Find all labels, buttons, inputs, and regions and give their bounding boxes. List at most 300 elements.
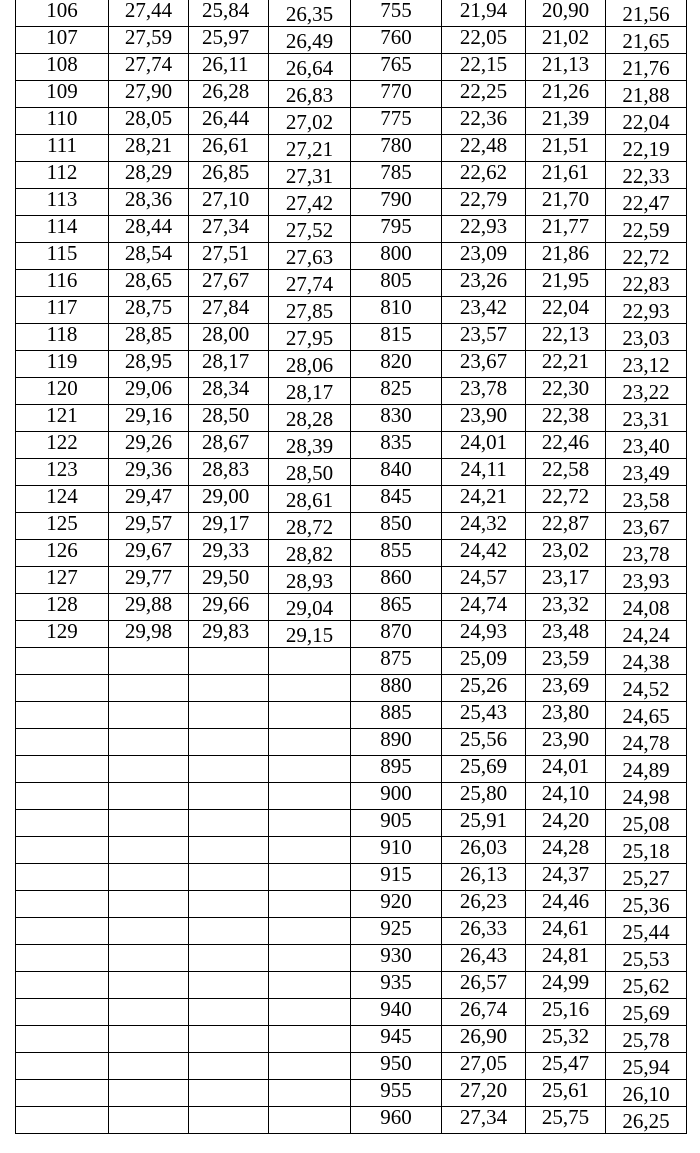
- table-row: [16, 756, 687, 783]
- table-cell: [109, 648, 189, 675]
- table-cell: 24,99: [526, 972, 606, 999]
- table-cell: 27,85: [269, 297, 351, 324]
- table-cell: 27,42: [269, 189, 351, 216]
- table-row: [16, 837, 687, 864]
- table-cell: 790: [351, 189, 442, 216]
- table-cell: [16, 864, 109, 891]
- table-cell: 25,44: [606, 918, 687, 945]
- table-cell: [16, 1026, 109, 1053]
- table-cell: 22,47: [606, 189, 687, 216]
- table-cell: 25,80: [442, 783, 526, 810]
- table-cell: 21,26: [526, 81, 606, 108]
- table-cell: 21,65: [606, 27, 687, 54]
- table-cell: 835: [351, 432, 442, 459]
- table-cell: 26,44: [189, 108, 269, 135]
- table-cell: 865: [351, 594, 442, 621]
- table-cell: 28,36: [109, 189, 189, 216]
- table-row: [16, 999, 687, 1026]
- table-cell: 29,67: [109, 540, 189, 567]
- table-cell: 830: [351, 405, 442, 432]
- table-cell: 22,83: [606, 270, 687, 297]
- table-cell: [16, 648, 109, 675]
- table-cell: [189, 702, 269, 729]
- table-cell: 22,36: [442, 108, 526, 135]
- table-cell: 26,03: [442, 837, 526, 864]
- table-cell: 940: [351, 999, 442, 1026]
- table-cell: 25,78: [606, 1026, 687, 1053]
- table-cell: 24,24: [606, 621, 687, 648]
- table-cell: 23,69: [526, 675, 606, 702]
- table-cell: [269, 810, 351, 837]
- table-cell: [189, 1080, 269, 1107]
- table-cell: 27,59: [109, 27, 189, 54]
- table-cell: 24,61: [526, 918, 606, 945]
- table-cell: 26,33: [442, 918, 526, 945]
- table-cell: [189, 756, 269, 783]
- table-cell: 26,35: [269, 0, 351, 27]
- table-cell: [269, 783, 351, 810]
- table-cell: 840: [351, 459, 442, 486]
- table-row: [16, 513, 687, 540]
- table-cell: 107: [16, 27, 109, 54]
- table-cell: [109, 810, 189, 837]
- table-cell: 22,93: [442, 216, 526, 243]
- table-cell: 126: [16, 540, 109, 567]
- table-row: [16, 459, 687, 486]
- table-cell: 29,66: [189, 594, 269, 621]
- table-row: [16, 1080, 687, 1107]
- table-cell: 109: [16, 81, 109, 108]
- table-cell: 28,75: [109, 297, 189, 324]
- table-cell: [16, 1107, 109, 1134]
- table-cell: 22,19: [606, 135, 687, 162]
- table-cell: 28,83: [189, 459, 269, 486]
- table-cell: 890: [351, 729, 442, 756]
- table-cell: [109, 783, 189, 810]
- table-cell: 915: [351, 864, 442, 891]
- table-cell: [269, 972, 351, 999]
- table-cell: [269, 1080, 351, 1107]
- table-cell: 24,57: [442, 567, 526, 594]
- table-cell: [109, 972, 189, 999]
- table-cell: 28,67: [189, 432, 269, 459]
- table-row: [16, 108, 687, 135]
- table-cell: 26,13: [442, 864, 526, 891]
- table-cell: 22,38: [526, 405, 606, 432]
- table-cell: 26,10: [606, 1080, 687, 1107]
- table-cell: [189, 972, 269, 999]
- table-cell: 25,69: [606, 999, 687, 1026]
- table-cell: 810: [351, 297, 442, 324]
- table-cell: 21,86: [526, 243, 606, 270]
- table-row: [16, 27, 687, 54]
- table-cell: 22,62: [442, 162, 526, 189]
- table-cell: 25,69: [442, 756, 526, 783]
- table-cell: 23,78: [442, 378, 526, 405]
- table-cell: 22,33: [606, 162, 687, 189]
- table-cell: 28,85: [109, 324, 189, 351]
- table-cell: 28,95: [109, 351, 189, 378]
- table-cell: 26,28: [189, 81, 269, 108]
- table-row: [16, 783, 687, 810]
- table-row: [16, 864, 687, 891]
- table-cell: 23,09: [442, 243, 526, 270]
- table-row: [16, 594, 687, 621]
- table-row: [16, 540, 687, 567]
- table-cell: 112: [16, 162, 109, 189]
- table-cell: [16, 810, 109, 837]
- table-row: [16, 486, 687, 513]
- table-cell: 26,25: [606, 1107, 687, 1134]
- table-cell: [16, 945, 109, 972]
- table-row: [16, 351, 687, 378]
- table-cell: [269, 837, 351, 864]
- table-cell: [16, 837, 109, 864]
- table-cell: 106: [16, 0, 109, 27]
- table-cell: 24,42: [442, 540, 526, 567]
- table-cell: 23,40: [606, 432, 687, 459]
- table-cell: 28,44: [109, 216, 189, 243]
- table-cell: [189, 999, 269, 1026]
- data-table: [15, 0, 687, 1134]
- table-cell: 920: [351, 891, 442, 918]
- table-cell: 125: [16, 513, 109, 540]
- table-cell: 925: [351, 918, 442, 945]
- table-cell: 26,74: [442, 999, 526, 1026]
- table-cell: 25,27: [606, 864, 687, 891]
- table-cell: [109, 756, 189, 783]
- table-cell: 23,67: [606, 513, 687, 540]
- table-cell: 24,52: [606, 675, 687, 702]
- table-cell: 121: [16, 405, 109, 432]
- table-cell: 128: [16, 594, 109, 621]
- table-cell: 955: [351, 1080, 442, 1107]
- table-cell: 28,34: [189, 378, 269, 405]
- table-cell: 23,31: [606, 405, 687, 432]
- table-cell: 25,97: [189, 27, 269, 54]
- table-cell: 22,04: [526, 297, 606, 324]
- table-cell: 21,39: [526, 108, 606, 135]
- table-row: [16, 270, 687, 297]
- table-cell: 26,43: [442, 945, 526, 972]
- table-cell: 26,23: [442, 891, 526, 918]
- table-cell: 24,38: [606, 648, 687, 675]
- table-row: [16, 621, 687, 648]
- table-cell: 23,57: [442, 324, 526, 351]
- table-cell: 22,79: [442, 189, 526, 216]
- table-cell: 28,21: [109, 135, 189, 162]
- table-cell: 23,90: [442, 405, 526, 432]
- table-cell: 885: [351, 702, 442, 729]
- table-cell: 825: [351, 378, 442, 405]
- table-cell: 24,08: [606, 594, 687, 621]
- table-cell: [269, 675, 351, 702]
- table-row: [16, 1053, 687, 1080]
- table-cell: 950: [351, 1053, 442, 1080]
- table-cell: [109, 1026, 189, 1053]
- table-cell: 24,46: [526, 891, 606, 918]
- table-row: [16, 972, 687, 999]
- table-cell: 28,72: [269, 513, 351, 540]
- table-cell: 845: [351, 486, 442, 513]
- table-cell: 27,05: [442, 1053, 526, 1080]
- table-cell: 755: [351, 0, 442, 27]
- table-cell: 29,98: [109, 621, 189, 648]
- table-cell: 23,32: [526, 594, 606, 621]
- table-cell: [269, 999, 351, 1026]
- table-row: [16, 81, 687, 108]
- table-cell: 21,95: [526, 270, 606, 297]
- table-cell: 24,01: [526, 756, 606, 783]
- table-cell: 22,59: [606, 216, 687, 243]
- table-cell: 24,74: [442, 594, 526, 621]
- table-cell: [269, 1053, 351, 1080]
- table-cell: 29,04: [269, 594, 351, 621]
- table-cell: 27,74: [269, 270, 351, 297]
- table-cell: 27,74: [109, 54, 189, 81]
- table-cell: [189, 864, 269, 891]
- table-cell: 28,17: [189, 351, 269, 378]
- table-cell: [189, 1053, 269, 1080]
- table-cell: [269, 1026, 351, 1053]
- table-row: [16, 918, 687, 945]
- table-cell: 785: [351, 162, 442, 189]
- table-cell: 28,54: [109, 243, 189, 270]
- table-cell: 26,57: [442, 972, 526, 999]
- table-cell: 29,06: [109, 378, 189, 405]
- table-cell: 910: [351, 837, 442, 864]
- table-cell: 24,78: [606, 729, 687, 756]
- table-cell: 815: [351, 324, 442, 351]
- table-cell: 26,11: [189, 54, 269, 81]
- table-cell: 110: [16, 108, 109, 135]
- table-cell: 945: [351, 1026, 442, 1053]
- table-cell: 26,61: [189, 135, 269, 162]
- table-cell: [109, 864, 189, 891]
- table-row: [16, 135, 687, 162]
- table-cell: 27,51: [189, 243, 269, 270]
- table-cell: 23,48: [526, 621, 606, 648]
- table-cell: 24,32: [442, 513, 526, 540]
- table-cell: 22,72: [526, 486, 606, 513]
- table-row: [16, 324, 687, 351]
- table-cell: 29,83: [189, 621, 269, 648]
- table-cell: 805: [351, 270, 442, 297]
- table-cell: [269, 918, 351, 945]
- table-cell: 935: [351, 972, 442, 999]
- table-cell: 775: [351, 108, 442, 135]
- table-cell: 24,20: [526, 810, 606, 837]
- table-cell: 22,93: [606, 297, 687, 324]
- table-cell: [109, 1053, 189, 1080]
- table-cell: 880: [351, 675, 442, 702]
- table-cell: 960: [351, 1107, 442, 1134]
- table-cell: 25,84: [189, 0, 269, 27]
- table-cell: 21,94: [442, 0, 526, 27]
- table-cell: 28,93: [269, 567, 351, 594]
- table-cell: 23,12: [606, 351, 687, 378]
- table-cell: 21,51: [526, 135, 606, 162]
- table-row: [16, 648, 687, 675]
- table-cell: 20,90: [526, 0, 606, 27]
- table-cell: 850: [351, 513, 442, 540]
- table-row: [16, 54, 687, 81]
- table-cell: [16, 675, 109, 702]
- table-cell: 28,39: [269, 432, 351, 459]
- table-cell: 21,77: [526, 216, 606, 243]
- table-cell: 29,36: [109, 459, 189, 486]
- table-cell: 23,26: [442, 270, 526, 297]
- table-cell: 28,05: [109, 108, 189, 135]
- table-cell: 28,00: [189, 324, 269, 351]
- table-cell: 22,05: [442, 27, 526, 54]
- table-row: [16, 1026, 687, 1053]
- table-cell: 24,28: [526, 837, 606, 864]
- table-cell: 124: [16, 486, 109, 513]
- table-cell: 29,15: [269, 621, 351, 648]
- table-cell: 25,36: [606, 891, 687, 918]
- table-cell: 765: [351, 54, 442, 81]
- table-cell: 25,94: [606, 1053, 687, 1080]
- table-cell: [109, 999, 189, 1026]
- table-cell: 27,21: [269, 135, 351, 162]
- table-cell: 28,82: [269, 540, 351, 567]
- table-cell: 21,56: [606, 0, 687, 27]
- table-cell: 26,90: [442, 1026, 526, 1053]
- table-cell: 22,58: [526, 459, 606, 486]
- table-cell: [16, 999, 109, 1026]
- table-cell: [16, 1080, 109, 1107]
- table-cell: 25,16: [526, 999, 606, 1026]
- table-cell: 25,18: [606, 837, 687, 864]
- table-cell: 25,53: [606, 945, 687, 972]
- table-cell: [269, 945, 351, 972]
- table-cell: 24,81: [526, 945, 606, 972]
- table-cell: 795: [351, 216, 442, 243]
- table-cell: [109, 891, 189, 918]
- table-cell: 25,09: [442, 648, 526, 675]
- table-cell: 25,91: [442, 810, 526, 837]
- table-cell: 25,47: [526, 1053, 606, 1080]
- table-cell: [269, 648, 351, 675]
- table-cell: 119: [16, 351, 109, 378]
- table-cell: 21,61: [526, 162, 606, 189]
- table-cell: 27,52: [269, 216, 351, 243]
- table-cell: 27,95: [269, 324, 351, 351]
- table-cell: 28,17: [269, 378, 351, 405]
- table-cell: 895: [351, 756, 442, 783]
- table-cell: 23,42: [442, 297, 526, 324]
- table-cell: 25,08: [606, 810, 687, 837]
- table-cell: 22,21: [526, 351, 606, 378]
- table-row: [16, 378, 687, 405]
- table-cell: [16, 702, 109, 729]
- table-cell: [189, 945, 269, 972]
- table-cell: 116: [16, 270, 109, 297]
- table-cell: 24,37: [526, 864, 606, 891]
- table-cell: 770: [351, 81, 442, 108]
- table-cell: 27,44: [109, 0, 189, 27]
- table-cell: [16, 783, 109, 810]
- table-cell: 25,56: [442, 729, 526, 756]
- table-cell: 760: [351, 27, 442, 54]
- table-cell: [189, 1107, 269, 1134]
- table-cell: [189, 729, 269, 756]
- table-cell: 22,13: [526, 324, 606, 351]
- table-row: [16, 702, 687, 729]
- table-cell: [109, 729, 189, 756]
- table-cell: 28,28: [269, 405, 351, 432]
- table-cell: [189, 1026, 269, 1053]
- table-cell: 29,50: [189, 567, 269, 594]
- table-cell: [189, 837, 269, 864]
- table-cell: [109, 702, 189, 729]
- table-cell: [109, 675, 189, 702]
- table-cell: [16, 972, 109, 999]
- table-cell: 23,80: [526, 702, 606, 729]
- table-cell: [16, 1053, 109, 1080]
- table-row: [16, 405, 687, 432]
- table-cell: [269, 1107, 351, 1134]
- table-cell: 29,33: [189, 540, 269, 567]
- table-row: [16, 891, 687, 918]
- table-cell: 21,88: [606, 81, 687, 108]
- table-row: [16, 162, 687, 189]
- table-row: [16, 567, 687, 594]
- table-cell: 122: [16, 432, 109, 459]
- table-cell: 23,02: [526, 540, 606, 567]
- table-cell: [189, 891, 269, 918]
- table-cell: 905: [351, 810, 442, 837]
- table-cell: 118: [16, 324, 109, 351]
- table-cell: 27,63: [269, 243, 351, 270]
- table-cell: [109, 1107, 189, 1134]
- table-cell: 21,13: [526, 54, 606, 81]
- table-cell: 115: [16, 243, 109, 270]
- table-cell: [109, 837, 189, 864]
- table-cell: 23,78: [606, 540, 687, 567]
- table-cell: 25,75: [526, 1107, 606, 1134]
- table-cell: 29,26: [109, 432, 189, 459]
- table-cell: 875: [351, 648, 442, 675]
- table-cell: 23,22: [606, 378, 687, 405]
- table-cell: [16, 918, 109, 945]
- table-cell: 24,11: [442, 459, 526, 486]
- table-cell: 23,58: [606, 486, 687, 513]
- table-cell: 27,34: [189, 216, 269, 243]
- table-cell: [189, 783, 269, 810]
- table-cell: 29,77: [109, 567, 189, 594]
- table-cell: [269, 891, 351, 918]
- table-row: [16, 675, 687, 702]
- table-cell: 24,98: [606, 783, 687, 810]
- table-cell: 114: [16, 216, 109, 243]
- table-cell: 870: [351, 621, 442, 648]
- table-cell: 23,67: [442, 351, 526, 378]
- table-cell: 28,50: [189, 405, 269, 432]
- table-cell: 26,49: [269, 27, 351, 54]
- table-cell: 27,34: [442, 1107, 526, 1134]
- table-cell: 900: [351, 783, 442, 810]
- table-cell: 117: [16, 297, 109, 324]
- table-cell: 23,90: [526, 729, 606, 756]
- table-cell: 24,10: [526, 783, 606, 810]
- table-cell: [189, 918, 269, 945]
- table-row: [16, 432, 687, 459]
- table-cell: 26,83: [269, 81, 351, 108]
- table-row: [16, 189, 687, 216]
- table-cell: 28,29: [109, 162, 189, 189]
